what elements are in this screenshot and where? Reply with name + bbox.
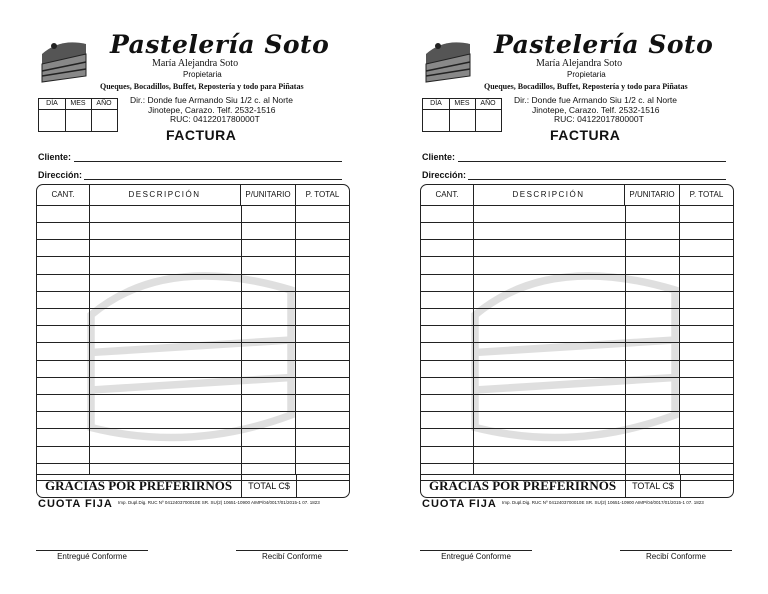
date-month-label: MES: [449, 99, 476, 110]
table-row-line: [421, 274, 733, 275]
col-divider: [295, 205, 296, 475]
col-total-price: P. TOTAL: [296, 185, 349, 206]
signature-received: Recibí Conforme: [620, 550, 732, 561]
address-line-2: Jinotepe, Carazo. Telf. 2532-1516: [532, 105, 660, 115]
date-box: [422, 98, 502, 132]
signature-received: Recibí Conforme: [236, 550, 348, 561]
table-row-line: [421, 222, 733, 223]
col-description: DESCRIPCIÓN: [89, 185, 241, 206]
table-row-line: [37, 394, 349, 395]
table-row-line: [37, 274, 349, 275]
total-label: TOTAL C$: [625, 475, 681, 497]
date-day-label: DÍA: [39, 99, 66, 110]
items-table: [36, 184, 350, 498]
items-table: [420, 184, 734, 498]
brand-name: Pastelería Soto: [110, 30, 330, 59]
client-label: Cliente:: [422, 152, 456, 162]
table-row-line: [421, 446, 733, 447]
table-row-line: [37, 360, 349, 361]
table-row-line: [37, 325, 349, 326]
address-field[interactable]: [422, 170, 466, 180]
ruc-number: RUC: 0412201780000T: [170, 114, 260, 124]
table-row-line: [421, 342, 733, 343]
address-line-1: Dir.: Donde fue Armando Siu 1/2 c. al Norte: [130, 95, 294, 105]
table-row-line: [421, 360, 733, 361]
table-row-line: [421, 428, 733, 429]
signature-delivered: Entregué Conforme: [420, 550, 532, 561]
cake-slice-icon: [422, 34, 474, 86]
table-row-line: [37, 411, 349, 412]
total-label: TOTAL C$: [241, 475, 297, 497]
table-row-line: [421, 308, 733, 309]
table-row-line: [421, 394, 733, 395]
cuota-fija-label: CUOTA FIJA: [422, 498, 497, 510]
date-day-label: DÍA: [423, 99, 450, 110]
col-divider: [241, 205, 242, 475]
invoice-title: FACTURA: [550, 127, 621, 143]
table-row-line: [421, 256, 733, 257]
thanks-message: GRACIAS POR PREFERIRNOS: [429, 478, 617, 493]
client-field[interactable]: [422, 152, 455, 162]
address-label: Dirección:: [38, 170, 83, 180]
client-label: Cliente:: [38, 152, 72, 162]
date-day-cell[interactable]: [39, 110, 66, 131]
table-row-line: [421, 377, 733, 378]
print-info: Imp. Dupl.Dig. RUC Nº 0412403700010E SR. SU(2) 10651-10900 AIMP/04/0017/01/2015-1 07. 1823: [502, 500, 704, 505]
owner-name: María Alejandra Soto: [152, 58, 239, 69]
col-divider: [679, 205, 680, 475]
cake-slice-icon: [38, 34, 90, 86]
table-row-line: [37, 239, 349, 240]
signature-delivered: Entregué Conforme: [36, 550, 148, 561]
table-footer: [37, 474, 349, 497]
date-month-cell[interactable]: [449, 110, 476, 131]
invoice-title: FACTURA: [166, 127, 237, 143]
table-row-line: [421, 239, 733, 240]
table-row-line: [37, 291, 349, 292]
date-year-cell[interactable]: [475, 110, 501, 131]
address-label: Dirección:: [422, 170, 467, 180]
date-year-label: AÑO: [91, 99, 117, 110]
services-line: Queques, Bocadillos, Buffet, Repostería y todo para Piñatas: [484, 82, 688, 91]
col-quantity: CANT.: [421, 185, 474, 206]
col-total-price: P. TOTAL: [680, 185, 733, 206]
col-unit-price: P/UNITARIO: [625, 185, 680, 206]
date-box: [38, 98, 118, 132]
owner-role: Propietaria: [183, 70, 222, 79]
col-description: DESCRIPCIÓN: [473, 185, 625, 206]
ruc-number: RUC: 0412201780000T: [554, 114, 644, 124]
col-quantity: CANT.: [37, 185, 90, 206]
table-row-line: [421, 463, 733, 464]
col-divider: [473, 205, 474, 475]
table-row-line: [421, 291, 733, 292]
address-field[interactable]: [38, 170, 82, 180]
client-underline: [458, 161, 726, 162]
address-line-1: Dir.: Donde fue Armando Siu 1/2 c. al Norte: [514, 95, 678, 105]
col-divider: [89, 205, 90, 475]
brand-name: Pastelería Soto: [494, 30, 714, 59]
table-row-line: [37, 377, 349, 378]
col-divider: [625, 205, 626, 475]
owner-name: María Alejandra Soto: [536, 58, 623, 69]
date-year-label: AÑO: [475, 99, 501, 110]
table-row-line: [421, 411, 733, 412]
invoice-right: [384, 0, 768, 594]
services-line: Queques, Bocadillos, Buffet, Repostería y todo para Piñatas: [100, 82, 304, 91]
table-row-line: [37, 446, 349, 447]
table-row-line: [37, 308, 349, 309]
date-day-cell[interactable]: [423, 110, 450, 131]
date-month-label: MES: [65, 99, 92, 110]
table-row-line: [37, 428, 349, 429]
date-year-cell[interactable]: [91, 110, 117, 131]
address-underline: [84, 179, 342, 180]
cuota-fija-label: CUOTA FIJA: [38, 498, 113, 510]
table-row-line: [37, 342, 349, 343]
thanks-message: GRACIAS POR PREFERIRNOS: [45, 478, 233, 493]
table-row-line: [37, 256, 349, 257]
address-underline: [468, 179, 726, 180]
table-row-line: [421, 325, 733, 326]
table-footer: [421, 474, 733, 497]
table-row-line: [37, 222, 349, 223]
date-month-cell[interactable]: [65, 110, 92, 131]
address-line-2: Jinotepe, Carazo. Telf. 2532-1516: [148, 105, 276, 115]
client-field[interactable]: [38, 152, 71, 162]
print-info: Imp. Dupl.Dig. RUC Nº 0412403700010E SR. SU(2) 10651-10900 AIMP/04/0017/01/2015-1 07. 1823: [118, 500, 320, 505]
col-unit-price: P/UNITARIO: [241, 185, 296, 206]
owner-role: Propietaria: [567, 70, 606, 79]
table-row-line: [37, 463, 349, 464]
client-underline: [74, 161, 342, 162]
